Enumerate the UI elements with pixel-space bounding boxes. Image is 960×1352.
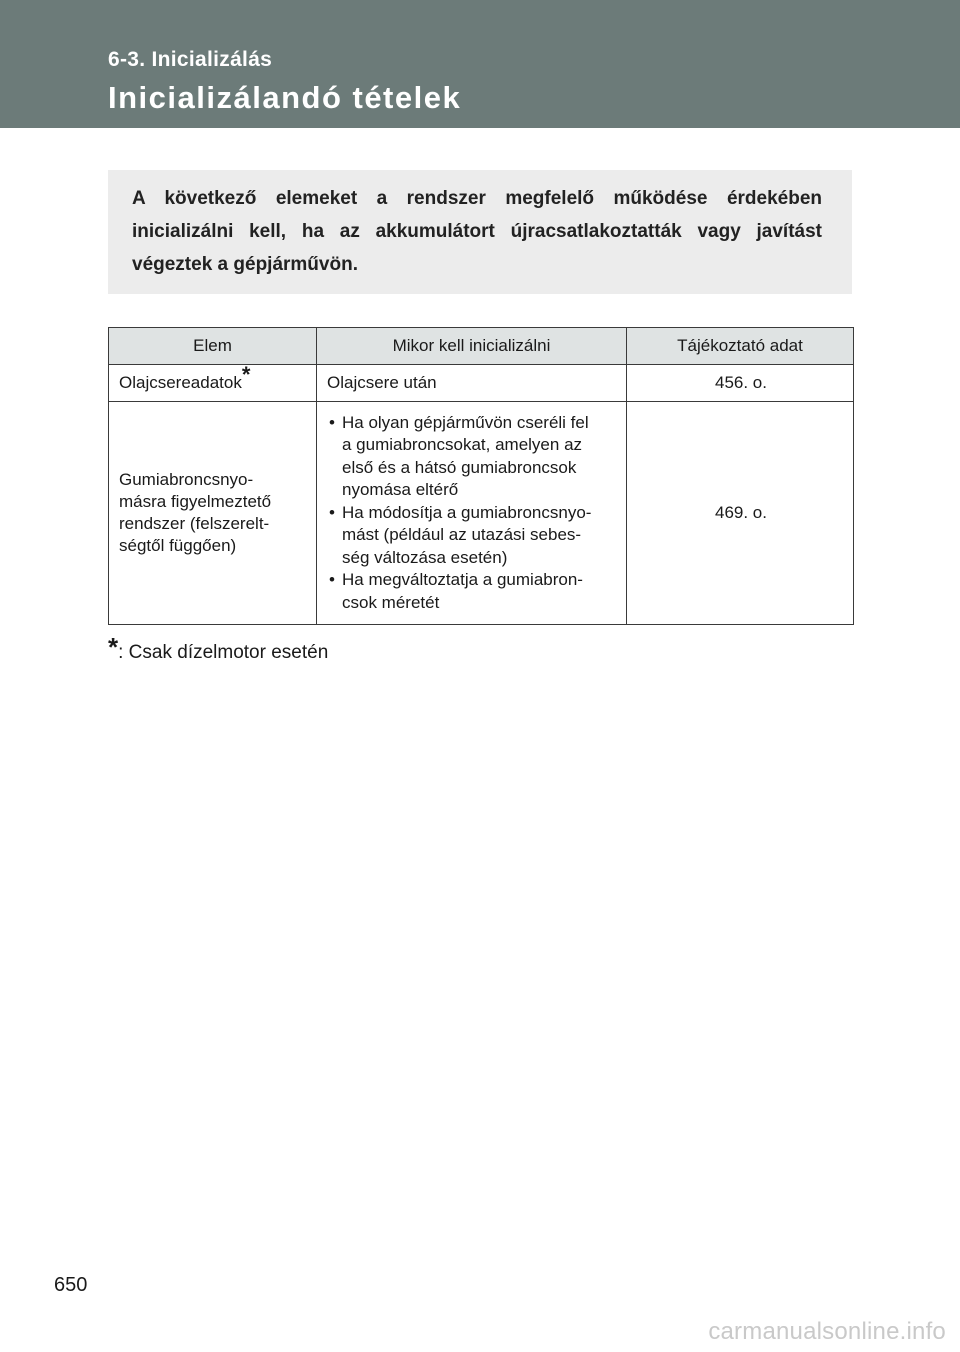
table-header-row [109,328,854,365]
cell-reference: 456. o. [627,365,854,402]
cell-reference: 469. o. [627,402,854,625]
cell-item [109,402,317,625]
list-item [327,502,618,570]
item-line: Gumiabroncsnyo- [119,470,254,489]
footnote [108,632,328,664]
list-item-line: mást (például az utazási sebes- [342,525,582,545]
header-band [0,0,960,128]
footnote-text: : Csak dízelmotor esetén [118,642,329,663]
list-item-line: a gumiabroncsokat, amelyen az [342,435,583,455]
item-line: ségtől függően) [119,536,237,555]
column-header-item: Elem [109,328,317,365]
condition-list [327,412,618,615]
column-header-when: Mikor kell inicializálni [317,328,627,365]
list-item-line: • Ha megváltoztatja a gumiabron- [342,570,583,590]
table-row [109,365,854,402]
list-item-line: nyomása eltérő [342,480,459,500]
list-item-line: első és a hátsó gumiabroncsok [342,457,577,477]
item-line: rendszer (felszerelt- [119,514,270,533]
footnote-marker: * [108,632,119,662]
page-number: 650 [54,1274,88,1296]
list-item [327,412,618,502]
intro-box [108,170,852,294]
list-item-line: csok méretét [342,592,440,612]
section-label: 6-3. Inicializálás [108,48,273,71]
cell-when: Olajcsere után [317,365,627,402]
watermark: carmanualsonline.info [708,1318,946,1345]
initialization-table [108,327,854,625]
list-item-line: ség változása esetén) [342,547,508,567]
cell-when [317,402,627,625]
column-header-reference: Tájékoztató adat [627,328,854,365]
item-line: másra figyelmeztető [119,492,272,511]
item-name: Olajcsereadatok [119,373,242,392]
list-item-line: • Ha módosítja a gumiabroncsnyo- [342,502,592,522]
intro-text: A következő elemeket a rendszer megfelelő működése érdekében inicializálni kell, ha az akkumulátort újracsatlakoztatták vagy javítást végeztek a gépjárművön. [132,188,822,275]
cell-item [109,362,317,402]
footnote-marker: * [241,362,251,387]
list-item-line: • Ha olyan gépjárművön cseréli fel [342,412,589,432]
list-item [327,569,618,614]
page-title: Inicializálandó tételek [108,80,462,115]
table-row [109,402,854,625]
